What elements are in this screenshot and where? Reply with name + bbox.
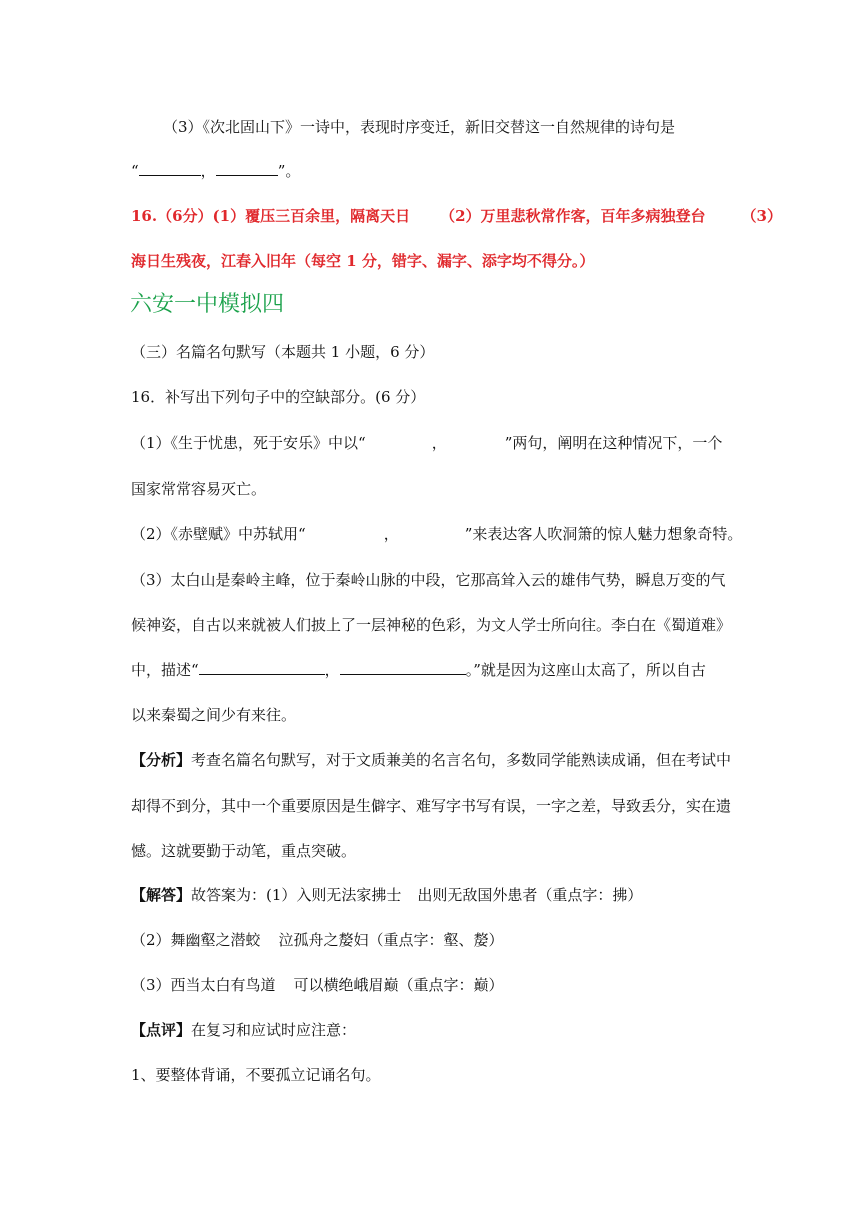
blank-1 [139,161,201,176]
q2-part-b: ， [383,525,399,543]
q3-line-4: 以来秦蜀之间少有来往。 [131,706,297,724]
section-3-title-text: （三）名篇名句默写（本题共 1 小题，6 分） [131,343,435,361]
analysis-text-1: 考查名篇名句默写，对于文质兼美的名言名句，多数同学能熟读成诵，但在考试中 [191,751,732,769]
q2-part-a: （2）《赤壁赋》中苏轼用“ [131,525,306,543]
question-16-title-text: 16．补写出下列句子中的空缺部分。(6 分） [131,388,426,406]
q2-part-c: ”来表达客人吹洞箫的惊人魅力想象奇特。 [464,525,743,543]
question-16-1-cont [131,478,741,500]
analysis-tag: 【分析】 [131,751,192,769]
analysis-text-2: 却得不到分，其中一个重要原因是生僻字、难写字书写有误，一字之差，导致丢分，实在遗 [131,797,732,815]
answer-16-line-1 [131,205,782,227]
question-16-3-line-3 [131,659,741,681]
q1-continuation: 国家常常容易灭亡。 [131,480,267,498]
analysis-line-2 [131,795,741,817]
solution-line-1 [131,884,741,906]
comma: ， [200,162,216,180]
answer-16-part-1: 16.（6分）(1）覆压三百余里，隔离天日 [131,207,411,225]
solution-1b: 出则无敌国外患者（重点字：拂） [417,886,643,904]
answer-16-part-2: （2）万里悲秋常作客，百年多病独登台 [440,207,706,225]
solution-line-2 [131,929,741,951]
tip-1-text: 1、要整体背诵，不要孤立记诵名句。 [131,1066,381,1084]
q1-part-c: ”两句，阐明在这种情况下，一个 [504,434,723,452]
question-3-blanks [131,160,741,182]
question-16-1 [131,432,741,454]
solution-1a: 故答案为：(1）入则无法家拂士 [191,886,402,904]
solution-2b: 泣孤舟之嫠妇（重点字：壑、嫠） [278,931,504,949]
section-heading: 六安一中模拟四 [130,292,285,317]
q1-part-a: （1）《生于忧患，死于安乐》中以“ [131,434,366,452]
section-3-title [131,341,741,363]
q3-part-c: 。”就是因为这座山太高了，所以自古 [465,661,706,679]
comment-line [131,1019,741,1041]
q3-part-b: ， [324,661,340,679]
question-16-2 [131,523,741,545]
answer-16-note: 海日生残夜，江春入旧年（每空 1 分，错字、漏字、添字均不得分。） [131,252,595,270]
q1-part-b: ， [431,434,447,452]
question-16-title [131,386,741,408]
q3-blank-2 [340,660,466,675]
analysis-text-3: 憾。这就要勤于动笔，重点突破。 [131,842,357,860]
answer-16-line-2 [131,250,741,272]
comment-text: 在复习和应试时应注意： [191,1021,357,1039]
tip-line-1 [131,1064,741,1086]
solution-3a: （3）西当太白有鸟道 [131,976,276,994]
q3-blank-1 [199,660,325,675]
blank-2 [216,161,278,176]
solution-tag: 【解答】 [131,886,192,904]
analysis-line-3 [131,840,741,862]
q3-line-2: 候神姿，自古以来就被人们披上了一层神秘的色彩，为文人学士所向往。李白在《蜀道难》 [131,616,732,634]
solution-3b: 可以横绝峨眉巅（重点字：巅） [293,976,504,994]
answer-16-part-3: （3） [741,207,782,225]
q3-line-1: （3）太白山是秦岭主峰，位于秦岭山脉的中段，它那高耸入云的雄伟气势，瞬息万变的气 [131,571,726,589]
analysis-line-1 [131,749,741,771]
q3-part-a: 中，描述“ [131,661,199,679]
question-16-3-line-4 [131,704,741,726]
solution-2a: （2）舞幽壑之潜蛟 [131,931,261,949]
question-3-prompt [131,116,741,138]
question-16-3-line-2 [131,614,741,636]
comment-tag: 【点评】 [131,1021,192,1039]
open-quote: “ [131,162,139,180]
question-16-3-line-1 [131,569,741,591]
question-3-text: （3）《次北固山下》一诗中，表现时序变迁，新旧交替这一自然规律的诗句是 [163,118,676,136]
close-quote: ”。 [277,162,301,180]
solution-line-3 [131,974,741,996]
